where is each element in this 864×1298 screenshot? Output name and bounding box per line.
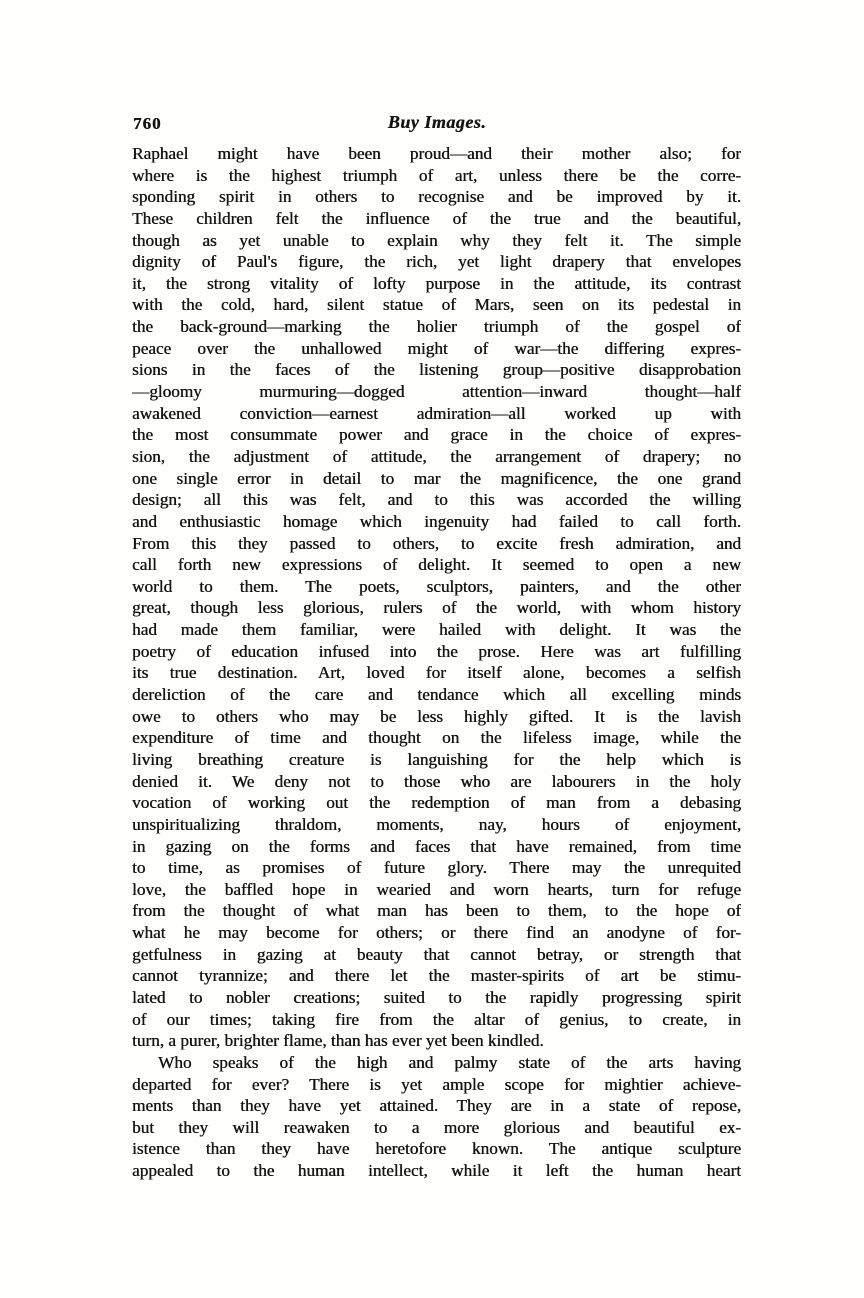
text-line: from the thought of what man has been to them, to the hope of xyxy=(132,901,741,921)
text-line: —gloomy murmuring—dogged attention—inward thought—half xyxy=(132,382,741,402)
text-line: ments than they have yet attained. They are in a state of repose, xyxy=(132,1096,741,1116)
text-line: getfulness in gazing at beauty that cannot betray, or strength that xyxy=(132,944,741,964)
text-line: great, though less glorious, rulers of the world, with whom history xyxy=(132,598,741,618)
text-line: the back-ground—marking the holier triumph of the gospel of xyxy=(132,317,741,337)
text-line: it, the strong vitality of lofty purpose in the attitude, its contrast xyxy=(132,273,741,293)
text-line: though as yet unable to explain why they felt it. The simple xyxy=(132,230,741,250)
text-line: owe to others who may be less highly gifted. It is the lavish xyxy=(132,706,741,726)
text-line: where is the highest triumph of art, unless there be the corre- xyxy=(132,165,741,185)
text-line: with the cold, hard, silent statue of Mars, seen on its pedestal in xyxy=(132,295,741,315)
text-line: what he may become for others; or there find an anodyne of for- xyxy=(132,923,741,943)
text-line: dereliction of the care and tendance which all excelling minds xyxy=(132,685,741,705)
text-line: These children felt the influence of the true and the beautiful, xyxy=(132,208,741,228)
text-line: Raphael might have been proud—and their mother also; for xyxy=(132,144,741,163)
text-line: cannot tyrannize; and there let the master-spirits of art be stimu- xyxy=(132,966,741,986)
running-title: Buy Images. xyxy=(387,112,487,132)
text-line: its true destination. Art, loved for itself alone, becomes a selfish xyxy=(132,663,741,683)
text-line: lated to nobler creations; suited to the rapidly progressing spirit xyxy=(132,987,741,1007)
text-line: but they will reawaken to a more glorious and beautiful ex- xyxy=(132,1117,741,1137)
page-number: 760 xyxy=(133,114,162,133)
text-line: istence than they have heretofore known. The antique sculpture xyxy=(132,1139,741,1159)
text-line: departed for ever? There is yet ample scope for mightier achieve- xyxy=(132,1074,741,1094)
text-line: From this they passed to others, to excite fresh admiration, and xyxy=(132,533,741,553)
text-line: sponding spirit in others to recognise and be improved by it. xyxy=(132,187,741,207)
text-line: of our times; taking fire from the altar of genius, to create, in xyxy=(132,1009,741,1029)
text-line: world to them. The poets, sculptors, painters, and the other xyxy=(132,576,741,596)
text-line: unspiritualizing thraldom, moments, nay, hours of enjoyment, xyxy=(132,814,741,834)
text-line: had made them familiar, were hailed with delight. It was the xyxy=(132,620,741,640)
text-line: peace over the unhallowed might of war—the differing expres- xyxy=(132,338,741,358)
text-line: vocation of working out the redemption of man from a debasing xyxy=(132,793,741,813)
text-line: dignity of Paul's figure, the rich, yet light drapery that envelopes xyxy=(132,252,741,272)
text-line: design; all this was felt, and to this was accorded the willing xyxy=(132,490,741,510)
text-line: call forth new expressions of delight. It seemed to open a new xyxy=(132,555,741,575)
text-line: living breathing creature is languishing for the help which is xyxy=(132,749,741,769)
text-line: expenditure of time and thought on the lifeless image, while the xyxy=(132,728,741,748)
text-line: awakened conviction—earnest admiration—all worked up with xyxy=(132,403,741,423)
text-line: to time, as promises of future glory. There may the unrequited xyxy=(132,858,741,878)
text-line: and enthusiastic homage which ingenuity had failed to call forth. xyxy=(132,511,741,531)
page-header xyxy=(133,112,741,136)
text-line: sion, the adjustment of attitude, the arrangement of drapery; no xyxy=(132,446,741,466)
text-line: Who speaks of the high and palmy state of the arts having xyxy=(158,1052,741,1072)
page-body xyxy=(132,143,741,1182)
text-line: poetry of education infused into the prose. Here was art fulfilling xyxy=(132,641,741,661)
text-line: the most consummate power and grace in the choice of expres- xyxy=(132,425,741,445)
text-line: one single error in detail to mar the magnificence, the one grand xyxy=(132,468,741,488)
text-line: sions in the faces of the listening group—positive disapprobation xyxy=(132,360,741,380)
text-line: love, the baffled hope in wearied and worn hearts, turn for refuge xyxy=(132,879,741,899)
text-line: appealed to the human intellect, while it left the human heart xyxy=(132,1161,741,1181)
text-line: denied it. We deny not to those who are labourers in the holy xyxy=(132,771,741,791)
text-line: in gazing on the forms and faces that have remained, from time xyxy=(132,836,741,856)
text-line: turn, a purer, brighter flame, than has ever yet been kindled. xyxy=(132,1031,544,1051)
